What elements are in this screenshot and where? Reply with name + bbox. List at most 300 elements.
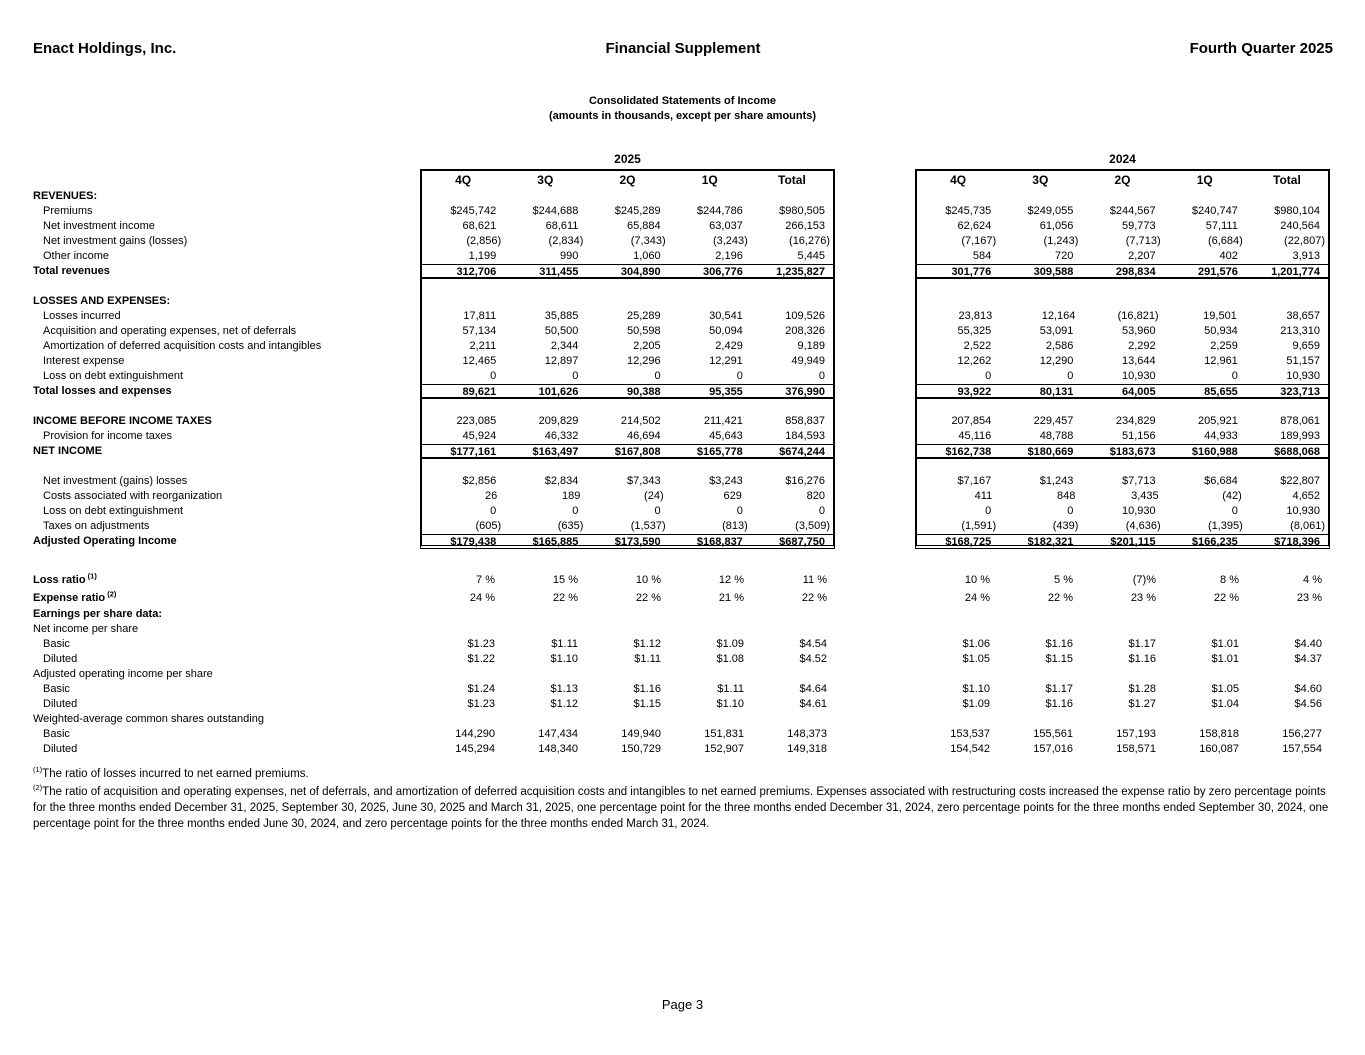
table-cell bbox=[1247, 607, 1330, 622]
column-gap bbox=[835, 589, 915, 607]
column-gap bbox=[835, 204, 915, 219]
row-label: Amortization of deferred acquisition costs and intangibles bbox=[43, 340, 322, 352]
row-label: Premiums bbox=[43, 205, 93, 217]
table-cell: 2,429 bbox=[715, 340, 743, 352]
table-cell: (3,509) bbox=[795, 520, 831, 532]
table-cell: 0 bbox=[654, 505, 661, 517]
row-label: Losses incurred bbox=[43, 310, 121, 322]
table-row bbox=[33, 219, 1333, 234]
table-cell bbox=[586, 607, 669, 622]
column-gap bbox=[835, 712, 915, 727]
table-cell: 12,296 bbox=[626, 355, 661, 367]
table-cell bbox=[669, 712, 752, 727]
table-cell: (22,807) bbox=[1284, 235, 1326, 247]
table-cell: $1.05 bbox=[962, 653, 990, 665]
table-cell: 80,131 bbox=[1039, 386, 1074, 398]
table-cell: 0 bbox=[654, 370, 661, 382]
table-cell: 35,885 bbox=[544, 310, 579, 322]
table-row bbox=[33, 519, 1333, 534]
table-cell bbox=[504, 459, 586, 474]
table-cell bbox=[420, 667, 503, 682]
table-cell: (7,343) bbox=[630, 235, 666, 247]
column-gap bbox=[835, 279, 915, 294]
table-cell bbox=[420, 622, 503, 637]
column-gap bbox=[835, 369, 915, 384]
table-cell: 2,211 bbox=[469, 340, 497, 352]
table-cell bbox=[915, 622, 998, 637]
column-gap bbox=[835, 742, 915, 757]
table-cell: 0 bbox=[1231, 370, 1238, 382]
table-cell: 49,949 bbox=[791, 355, 826, 367]
table-cell: 22 % bbox=[635, 592, 661, 604]
values-2025 bbox=[420, 189, 835, 204]
table-cell: $165,885 bbox=[532, 536, 579, 548]
table-cell bbox=[586, 667, 669, 682]
table-cell: 157,554 bbox=[1282, 743, 1322, 755]
table-cell: $1.28 bbox=[1128, 683, 1156, 695]
table-cell bbox=[422, 279, 504, 294]
column-gap bbox=[835, 474, 915, 489]
table-row bbox=[33, 459, 1333, 474]
column-gap bbox=[835, 489, 915, 504]
table-cell: $1.11 bbox=[717, 683, 744, 695]
table-cell bbox=[1164, 607, 1247, 622]
values-2024 bbox=[915, 324, 1330, 339]
values-2025 bbox=[420, 652, 835, 667]
table-cell: 990 bbox=[560, 250, 579, 262]
table-cell bbox=[504, 399, 586, 414]
table-cell: 48,788 bbox=[1039, 430, 1074, 442]
column-gap bbox=[835, 519, 915, 534]
values-2024 bbox=[915, 571, 1330, 589]
table-row bbox=[33, 607, 1333, 622]
table-cell bbox=[669, 667, 752, 682]
table-row bbox=[33, 294, 1333, 309]
table-row bbox=[33, 489, 1333, 504]
table-cell: 0 bbox=[490, 505, 497, 517]
table-cell: (42) bbox=[1222, 490, 1242, 502]
column-gap bbox=[835, 152, 915, 169]
table-row bbox=[33, 249, 1333, 264]
table-cell bbox=[420, 549, 503, 571]
table-cell: $166,235 bbox=[1191, 536, 1238, 548]
table-cell: $1.01 bbox=[1211, 638, 1239, 650]
table-cell bbox=[422, 294, 504, 309]
column-gap bbox=[835, 697, 915, 712]
income-statement-table bbox=[33, 152, 1333, 757]
values-2025 bbox=[420, 384, 835, 399]
column-gap bbox=[835, 324, 915, 339]
values-2024 bbox=[915, 169, 1330, 189]
table-cell bbox=[669, 399, 751, 414]
page-footer bbox=[0, 997, 1365, 1012]
table-cell: 229,457 bbox=[1033, 415, 1074, 427]
table-cell: 0 bbox=[985, 505, 992, 517]
table-cell: 57,111 bbox=[1205, 220, 1238, 232]
values-2025 bbox=[420, 339, 835, 354]
table-cell: $163,497 bbox=[532, 446, 579, 458]
table-cell: 50,598 bbox=[626, 325, 661, 337]
table-cell bbox=[752, 712, 835, 727]
column-gap bbox=[835, 571, 915, 589]
values-2025 bbox=[420, 169, 835, 189]
table-cell: 2,205 bbox=[633, 340, 661, 352]
table-cell bbox=[1164, 189, 1246, 204]
table-cell: (8,061) bbox=[1290, 520, 1326, 532]
row-label: Interest expense bbox=[43, 355, 125, 367]
table-cell: $4.64 bbox=[799, 683, 827, 695]
table-cell: $180,669 bbox=[1027, 446, 1074, 458]
table-row bbox=[33, 169, 1333, 189]
row-label: Weighted-average common shares outstanding bbox=[33, 713, 264, 725]
column-header: Total bbox=[778, 173, 806, 187]
values-2024 bbox=[915, 637, 1330, 652]
values-2025 bbox=[420, 264, 835, 279]
table-cell: 152,907 bbox=[704, 743, 744, 755]
table-cell bbox=[420, 712, 503, 727]
values-2025 bbox=[420, 234, 835, 249]
table-cell: 205,921 bbox=[1198, 415, 1238, 427]
row-label: Loss ratio $^{(1)}$ bbox=[33, 571, 97, 586]
table-cell: 2,586 bbox=[1045, 340, 1074, 352]
values-2025 bbox=[420, 727, 835, 742]
row-label: Loss on debt extinguishment bbox=[43, 370, 184, 382]
table-cell bbox=[669, 549, 752, 571]
column-header: 4Q bbox=[950, 173, 967, 187]
table-cell: 46,332 bbox=[544, 430, 579, 442]
table-cell: 51,157 bbox=[1286, 355, 1321, 367]
table-cell bbox=[751, 459, 833, 474]
values-2024 bbox=[915, 727, 1330, 742]
table-cell bbox=[752, 607, 835, 622]
values-2025 bbox=[420, 414, 835, 429]
table-cell: 1,060 bbox=[633, 250, 661, 262]
table-cell: $1.01 bbox=[1211, 653, 1239, 665]
table-row bbox=[33, 504, 1333, 519]
table-cell: 189 bbox=[562, 490, 581, 502]
column-gap bbox=[835, 534, 915, 549]
values-2025 bbox=[420, 444, 835, 459]
values-2024 bbox=[915, 607, 1330, 622]
table-cell: 10,930 bbox=[1286, 370, 1321, 382]
table-cell: 0 bbox=[572, 370, 579, 382]
table-cell: 156,277 bbox=[1282, 728, 1322, 740]
table-cell: 2,344 bbox=[550, 340, 579, 352]
table-cell: 59,773 bbox=[1121, 220, 1156, 232]
table-cell: $4.60 bbox=[1294, 683, 1322, 695]
table-cell: 150,729 bbox=[621, 743, 661, 755]
table-cell: $1.12 bbox=[633, 638, 661, 650]
table-cell: $1,243 bbox=[1039, 475, 1074, 487]
table-cell bbox=[420, 607, 503, 622]
table-cell bbox=[1081, 294, 1163, 309]
table-cell: 26 bbox=[484, 490, 498, 502]
table-cell: 207,854 bbox=[951, 415, 992, 427]
table-cell: 848 bbox=[1057, 490, 1076, 502]
table-cell: 311,455 bbox=[539, 266, 579, 278]
values-2024 bbox=[915, 294, 1330, 309]
table-cell: 57,134 bbox=[462, 325, 497, 337]
table-cell: 12,290 bbox=[1039, 355, 1074, 367]
table-cell bbox=[1164, 549, 1247, 571]
table-cell bbox=[1247, 549, 1330, 571]
table-cell: 0 bbox=[1231, 505, 1238, 517]
table-cell: $1.23 bbox=[467, 698, 495, 710]
table-cell: $1.16 bbox=[1045, 638, 1073, 650]
row-label: Adjusted operating income per share bbox=[33, 668, 213, 680]
table-cell: 0 bbox=[985, 370, 992, 382]
values-2024 bbox=[915, 712, 1330, 727]
values-2025 bbox=[420, 354, 835, 369]
table-cell: 65,884 bbox=[626, 220, 661, 232]
table-cell: $980,505 bbox=[779, 205, 826, 217]
table-cell: 10,930 bbox=[1121, 505, 1156, 517]
values-2024 bbox=[915, 697, 1330, 712]
table-cell bbox=[999, 279, 1081, 294]
document-title: Financial Supplement bbox=[605, 40, 761, 57]
column-gap bbox=[835, 607, 915, 622]
table-cell bbox=[1247, 667, 1330, 682]
values-2025 bbox=[420, 459, 835, 474]
table-cell: 0 bbox=[572, 505, 579, 517]
table-cell bbox=[917, 294, 999, 309]
table-cell: $6,684 bbox=[1204, 475, 1238, 487]
values-2024 bbox=[915, 354, 1330, 369]
table-cell: 9,659 bbox=[1292, 340, 1321, 352]
table-cell: $1.22 bbox=[467, 653, 495, 665]
table-cell bbox=[1081, 459, 1163, 474]
row-label: Diluted bbox=[43, 653, 78, 665]
table-cell bbox=[1081, 712, 1164, 727]
column-gap bbox=[835, 169, 915, 189]
table-cell bbox=[1164, 294, 1246, 309]
table-cell bbox=[586, 712, 669, 727]
table-cell: 0 bbox=[818, 505, 826, 517]
table-cell: $4.37 bbox=[1294, 653, 1322, 665]
table-row bbox=[33, 384, 1333, 399]
table-cell: 2,207 bbox=[1128, 250, 1156, 262]
table-cell: 301,776 bbox=[951, 266, 992, 278]
table-cell: $173,590 bbox=[614, 536, 661, 548]
column-header: 3Q bbox=[537, 173, 554, 187]
year-label-right: 2024 bbox=[1109, 152, 1136, 166]
column-gap bbox=[835, 339, 915, 354]
table-cell: $160,988 bbox=[1191, 446, 1238, 458]
table-cell: 153,537 bbox=[950, 728, 990, 740]
table-cell: 184,593 bbox=[785, 430, 826, 442]
table-cell bbox=[915, 607, 998, 622]
table-cell: 323,713 bbox=[1280, 386, 1321, 398]
table-cell bbox=[999, 189, 1081, 204]
table-cell: 24 % bbox=[964, 592, 990, 604]
row-label: LOSSES AND EXPENSES: bbox=[33, 295, 171, 307]
table-row bbox=[33, 204, 1333, 219]
table-cell: 95,355 bbox=[709, 386, 743, 398]
table-cell: (6,684) bbox=[1207, 235, 1243, 247]
table-cell: $245,289 bbox=[614, 205, 661, 217]
table-cell bbox=[1246, 189, 1328, 204]
table-row bbox=[33, 324, 1333, 339]
table-cell bbox=[1081, 667, 1164, 682]
values-2024 bbox=[915, 204, 1330, 219]
table-row bbox=[33, 637, 1333, 652]
table-cell bbox=[1164, 622, 1247, 637]
values-2024 bbox=[915, 549, 1330, 571]
values-2024 bbox=[915, 519, 1330, 534]
row-label: Basic bbox=[43, 683, 70, 695]
values-2024 bbox=[915, 534, 1330, 549]
values-2025 bbox=[420, 369, 835, 384]
table-cell: 10 % bbox=[635, 574, 661, 586]
table-cell: 155,561 bbox=[1033, 728, 1073, 740]
table-cell: $201,115 bbox=[1110, 536, 1156, 548]
row-label: Costs associated with reorganization bbox=[43, 490, 223, 502]
row-label: Net investment gains (losses) bbox=[43, 235, 188, 247]
table-cell bbox=[504, 279, 586, 294]
table-cell: (635) bbox=[557, 520, 584, 532]
table-cell: $2,834 bbox=[544, 475, 579, 487]
values-2024 bbox=[915, 474, 1330, 489]
column-gap bbox=[835, 234, 915, 249]
row-label: NET INCOME bbox=[33, 445, 103, 457]
table-cell bbox=[751, 294, 833, 309]
table-cell: $688,068 bbox=[1274, 446, 1321, 458]
table-cell bbox=[751, 399, 833, 414]
report-period: Fourth Quarter 2025 bbox=[1189, 40, 1333, 57]
footnote: $^{(2)}$The ratio of acquisition and operating expenses, net of deferrals, and amortization of deferred acquisition costs and intangibles to net earned premiums. Expenses associated with restructuring costs increased the expense ratio by zero percentage points for the three months ended December 31, 2025, September 30, 2025, June 30, 2025 and March 31, 2025, one percentage point for the three months ended December 31, 2024, zero percentage points for the three months ended September 30, 2024, one percentage point for the three months ended June 30, 2024, and zero percentage points for the three months ended March 31, 2024. bbox=[33, 783, 1329, 830]
table-cell: 101,626 bbox=[538, 386, 579, 398]
table-cell: $2,856 bbox=[462, 475, 497, 487]
table-cell: 213,310 bbox=[1280, 325, 1321, 337]
column-gap bbox=[835, 384, 915, 399]
table-cell bbox=[1081, 279, 1163, 294]
column-header: 3Q bbox=[1032, 173, 1049, 187]
table-cell: 858,837 bbox=[785, 415, 826, 427]
footnote-marker: (1) bbox=[33, 765, 43, 775]
column-header: Total bbox=[1273, 173, 1301, 187]
table-cell bbox=[669, 459, 751, 474]
row-label: Acquisition and operating expenses, net of deferrals bbox=[43, 325, 297, 337]
table-cell bbox=[752, 667, 835, 682]
table-cell bbox=[751, 189, 833, 204]
row-label: Provision for income taxes bbox=[43, 430, 172, 442]
column-gap bbox=[835, 414, 915, 429]
table-cell: 147,434 bbox=[538, 728, 578, 740]
values-2024 bbox=[915, 264, 1330, 279]
table-cell: $1.04 bbox=[1211, 698, 1239, 710]
table-cell: 12,291 bbox=[709, 355, 743, 367]
row-label: Basic bbox=[43, 638, 70, 650]
table-cell bbox=[1246, 459, 1328, 474]
table-cell: (2,856) bbox=[466, 235, 502, 247]
table-cell: 63,037 bbox=[709, 220, 743, 232]
row-label: Diluted bbox=[43, 743, 78, 755]
table-cell: 50,094 bbox=[709, 325, 743, 337]
table-row bbox=[33, 474, 1333, 489]
values-2024 bbox=[915, 384, 1330, 399]
table-cell: 24 % bbox=[469, 592, 495, 604]
values-2024 bbox=[915, 234, 1330, 249]
table-cell bbox=[1081, 622, 1164, 637]
values-2024 bbox=[915, 504, 1330, 519]
table-cell: $1.13 bbox=[550, 683, 578, 695]
table-cell: $1.16 bbox=[633, 683, 661, 695]
values-2025 bbox=[420, 294, 835, 309]
footnote-marker: (2) bbox=[33, 783, 43, 793]
table-cell bbox=[586, 459, 668, 474]
table-cell: 22 % bbox=[1213, 592, 1239, 604]
table-cell: $1.09 bbox=[962, 698, 990, 710]
table-cell: 12,465 bbox=[462, 355, 497, 367]
column-gap bbox=[835, 189, 915, 204]
table-cell bbox=[915, 667, 998, 682]
table-row bbox=[33, 589, 1333, 607]
table-cell bbox=[1164, 279, 1246, 294]
table-cell: 53,960 bbox=[1121, 325, 1156, 337]
table-cell: $245,735 bbox=[945, 205, 992, 217]
table-cell bbox=[1164, 667, 1247, 682]
column-gap bbox=[835, 682, 915, 697]
table-cell: 30,541 bbox=[709, 310, 743, 322]
table-cell: 8 % bbox=[1220, 574, 1239, 586]
values-2025 bbox=[420, 712, 835, 727]
table-cell: 45,643 bbox=[709, 430, 743, 442]
table-cell: 240,564 bbox=[1280, 220, 1321, 232]
table-cell: $1.09 bbox=[716, 638, 744, 650]
values-2025 bbox=[420, 309, 835, 324]
table-cell bbox=[1247, 622, 1330, 637]
column-header: 2Q bbox=[1114, 173, 1131, 187]
table-cell: 109,526 bbox=[785, 310, 826, 322]
table-cell: $22,807 bbox=[1280, 475, 1321, 487]
table-cell: 1,199 bbox=[468, 250, 497, 262]
table-cell: 0 bbox=[1067, 370, 1074, 382]
table-cell: $1.16 bbox=[1128, 653, 1156, 665]
table-cell: (7,713) bbox=[1125, 235, 1161, 247]
table-cell: $4.52 bbox=[799, 653, 827, 665]
table-cell: 9,189 bbox=[797, 340, 826, 352]
table-cell: 223,085 bbox=[456, 415, 497, 427]
table-cell: 266,153 bbox=[785, 220, 826, 232]
values-2025 bbox=[420, 249, 835, 264]
table-row bbox=[33, 444, 1333, 459]
table-cell bbox=[998, 667, 1081, 682]
table-row bbox=[33, 712, 1333, 727]
table-cell: (1,591) bbox=[961, 520, 997, 532]
row-label: Total revenues bbox=[33, 265, 110, 277]
table-rows bbox=[33, 169, 1333, 757]
table-cell: $3,243 bbox=[709, 475, 743, 487]
table-cell: 10 % bbox=[964, 574, 990, 586]
table-cell: $7,713 bbox=[1121, 475, 1156, 487]
table-cell: 0 bbox=[1067, 505, 1074, 517]
table-cell: 50,500 bbox=[544, 325, 579, 337]
table-cell: 46,694 bbox=[626, 430, 661, 442]
values-2024 bbox=[915, 444, 1330, 459]
table-cell: 5,445 bbox=[797, 250, 826, 262]
document-header bbox=[33, 40, 1333, 57]
column-gap bbox=[835, 504, 915, 519]
label-column-spacer bbox=[33, 152, 420, 169]
table-cell: 629 bbox=[723, 490, 742, 502]
table-cell: 298,834 bbox=[1115, 266, 1156, 278]
column-gap bbox=[835, 667, 915, 682]
values-2025 bbox=[420, 697, 835, 712]
table-cell: $1.11 bbox=[634, 653, 661, 665]
table-cell: (1,243) bbox=[1043, 235, 1079, 247]
table-row bbox=[33, 727, 1333, 742]
company-name: Enact Holdings, Inc. bbox=[33, 40, 177, 57]
